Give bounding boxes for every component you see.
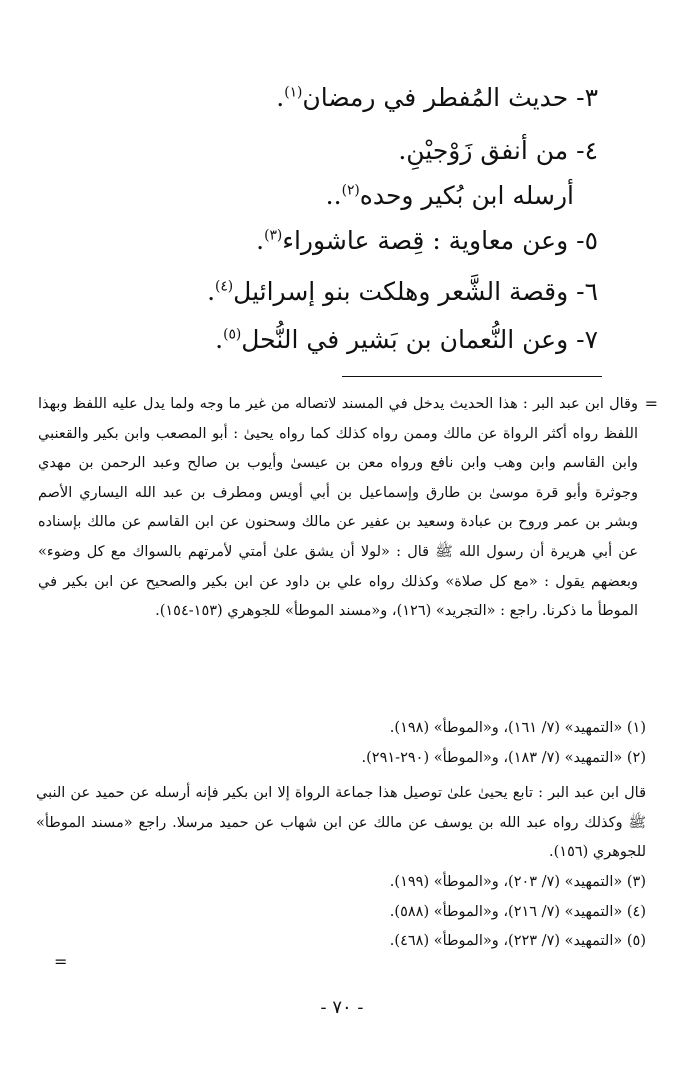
main-item-tail: . (256, 226, 265, 255)
main-item-text: ٣- حديث المُفطر في رمضان (302, 83, 598, 112)
footnotes-list (36, 714, 646, 957)
footnote-4 (36, 898, 646, 928)
main-item-text: ٧- وعن النُّعمان بن بَشير في النُّحل (241, 325, 598, 354)
main-item-tail: .. (325, 181, 342, 210)
footnote-5 (36, 927, 646, 957)
footnote-text: «التمهيد» (٧/ ٢٢٣)، و«الموطأ» (٤٦٨). (389, 933, 623, 950)
footnote-1 (36, 714, 646, 744)
main-item-6 (38, 272, 598, 312)
footnote-number: (٢) (626, 749, 646, 766)
main-item-5 (38, 221, 598, 261)
footnote-ref: (٣) (264, 227, 283, 244)
footnote-number: (١) (626, 720, 646, 736)
footnote-2-comment (36, 779, 646, 868)
footnote-continuation (38, 390, 638, 627)
main-item-tail: . (276, 83, 285, 112)
footnote-ref: (٢) (341, 182, 360, 199)
main-item-text: ٥- وعن معاوية : قِصة عاشوراء (282, 226, 598, 255)
footnote-text: «التمهيد» (٧/ ١٦١)، و«الموطأ» (١٩٨). (389, 720, 623, 736)
main-item-4 (38, 131, 598, 171)
main-item-text: ٦- وقصة الشَّعر وهلكت بنو إسرائيل (233, 277, 598, 306)
main-item-4-note (38, 176, 598, 216)
footnote-text: «التمهيد» (٧/ ٢١٦)، و«الموطأ» (٥٨٨). (389, 903, 623, 920)
footnote-2 (36, 744, 646, 774)
end-continuation-mark: = (54, 952, 68, 971)
footnote-continuation-text: وقال ابن عبد البر : هذا الحديث يدخل في المسند لاتصاله من غير ما وجه ولما يدل عليه اللفظ وبهذا اللفظ رواه أكثر الرواة عن مالك وممن رواه كذلك كما رواه يحيىٰ : أبو المصعب وابن بكير والقعنبي وابن القاسم وابن وهب وابن نافع ورواه معن بن عيسىٰ وأيوب بن صالح وعبد الرحمن بن مهدي وجوثرة وأبو قرة موسىٰ بن طارق وإسماعيل بن أبي أويس ومطرف بن عبد الله اليساري الأصم وبشر بن عمر وروح بن عبادة وسعيد بن عفير عن مالك وسحنون عن ابن القاسم عن مالك بإسناده عن أبي هريرة أن رسول الله ﷺ قال : «لولا أن يشق علىٰ أمتي لأمرتهم بالسواك مع كل وضوء» وبعضهم يقول : «مع كل صلاة» وكذلك رواه علي بن داود عن ابن بكير والصحيح عن ابن بكير في الموطأ ما ذكرنا. راجع : «التجريد» (١٢٦)، و«مسند الموطأ» للجوهري (١٥٣-١٥٤). (38, 396, 638, 620)
main-item-text: أرسله ابن بُكير وحده (359, 181, 574, 210)
footnote-text: «التمهيد» (٧/ ٢٠٣)، و«الموطأ» (١٩٩). (389, 873, 623, 890)
footnote-number: (٤) (626, 903, 646, 920)
footnote-ref: (١) (284, 84, 303, 101)
footnote-ref: (٥) (223, 326, 242, 343)
main-item-tail: . (215, 325, 224, 354)
footnote-separator (342, 376, 602, 377)
main-item-tail: . (207, 277, 216, 306)
footnote-number: (٣) (626, 873, 646, 890)
footnote-text: قال ابن عبد البر : تابع يحيىٰ علىٰ توصيل هذا جماعة الرواة إلا ابن بكير فإنه أرسله عن حميد عن النبي ﷺ وكذلك رواه عبد الله بن يوسف عن مالك عن ابن شهاب عن حميد مرسلا. راجع «مسند الموطأ» للجوهري (١٥٦). (36, 785, 646, 861)
page-number: - ٧٠ - (320, 997, 364, 1018)
footnote-3 (36, 868, 646, 898)
continuation-mark: = (644, 394, 658, 413)
footnote-ref: (٤) (215, 278, 234, 295)
footnote-text: «التمهيد» (٧/ ١٨٣)، و«الموطأ» (٢٩٠-٢٩١). (361, 749, 623, 766)
main-item-3 (38, 78, 598, 118)
main-item-text: ٤- من أنفق زَوْجيْنِ. (398, 136, 598, 165)
main-item-7 (38, 320, 598, 360)
footnote-number: (٥) (626, 933, 646, 950)
